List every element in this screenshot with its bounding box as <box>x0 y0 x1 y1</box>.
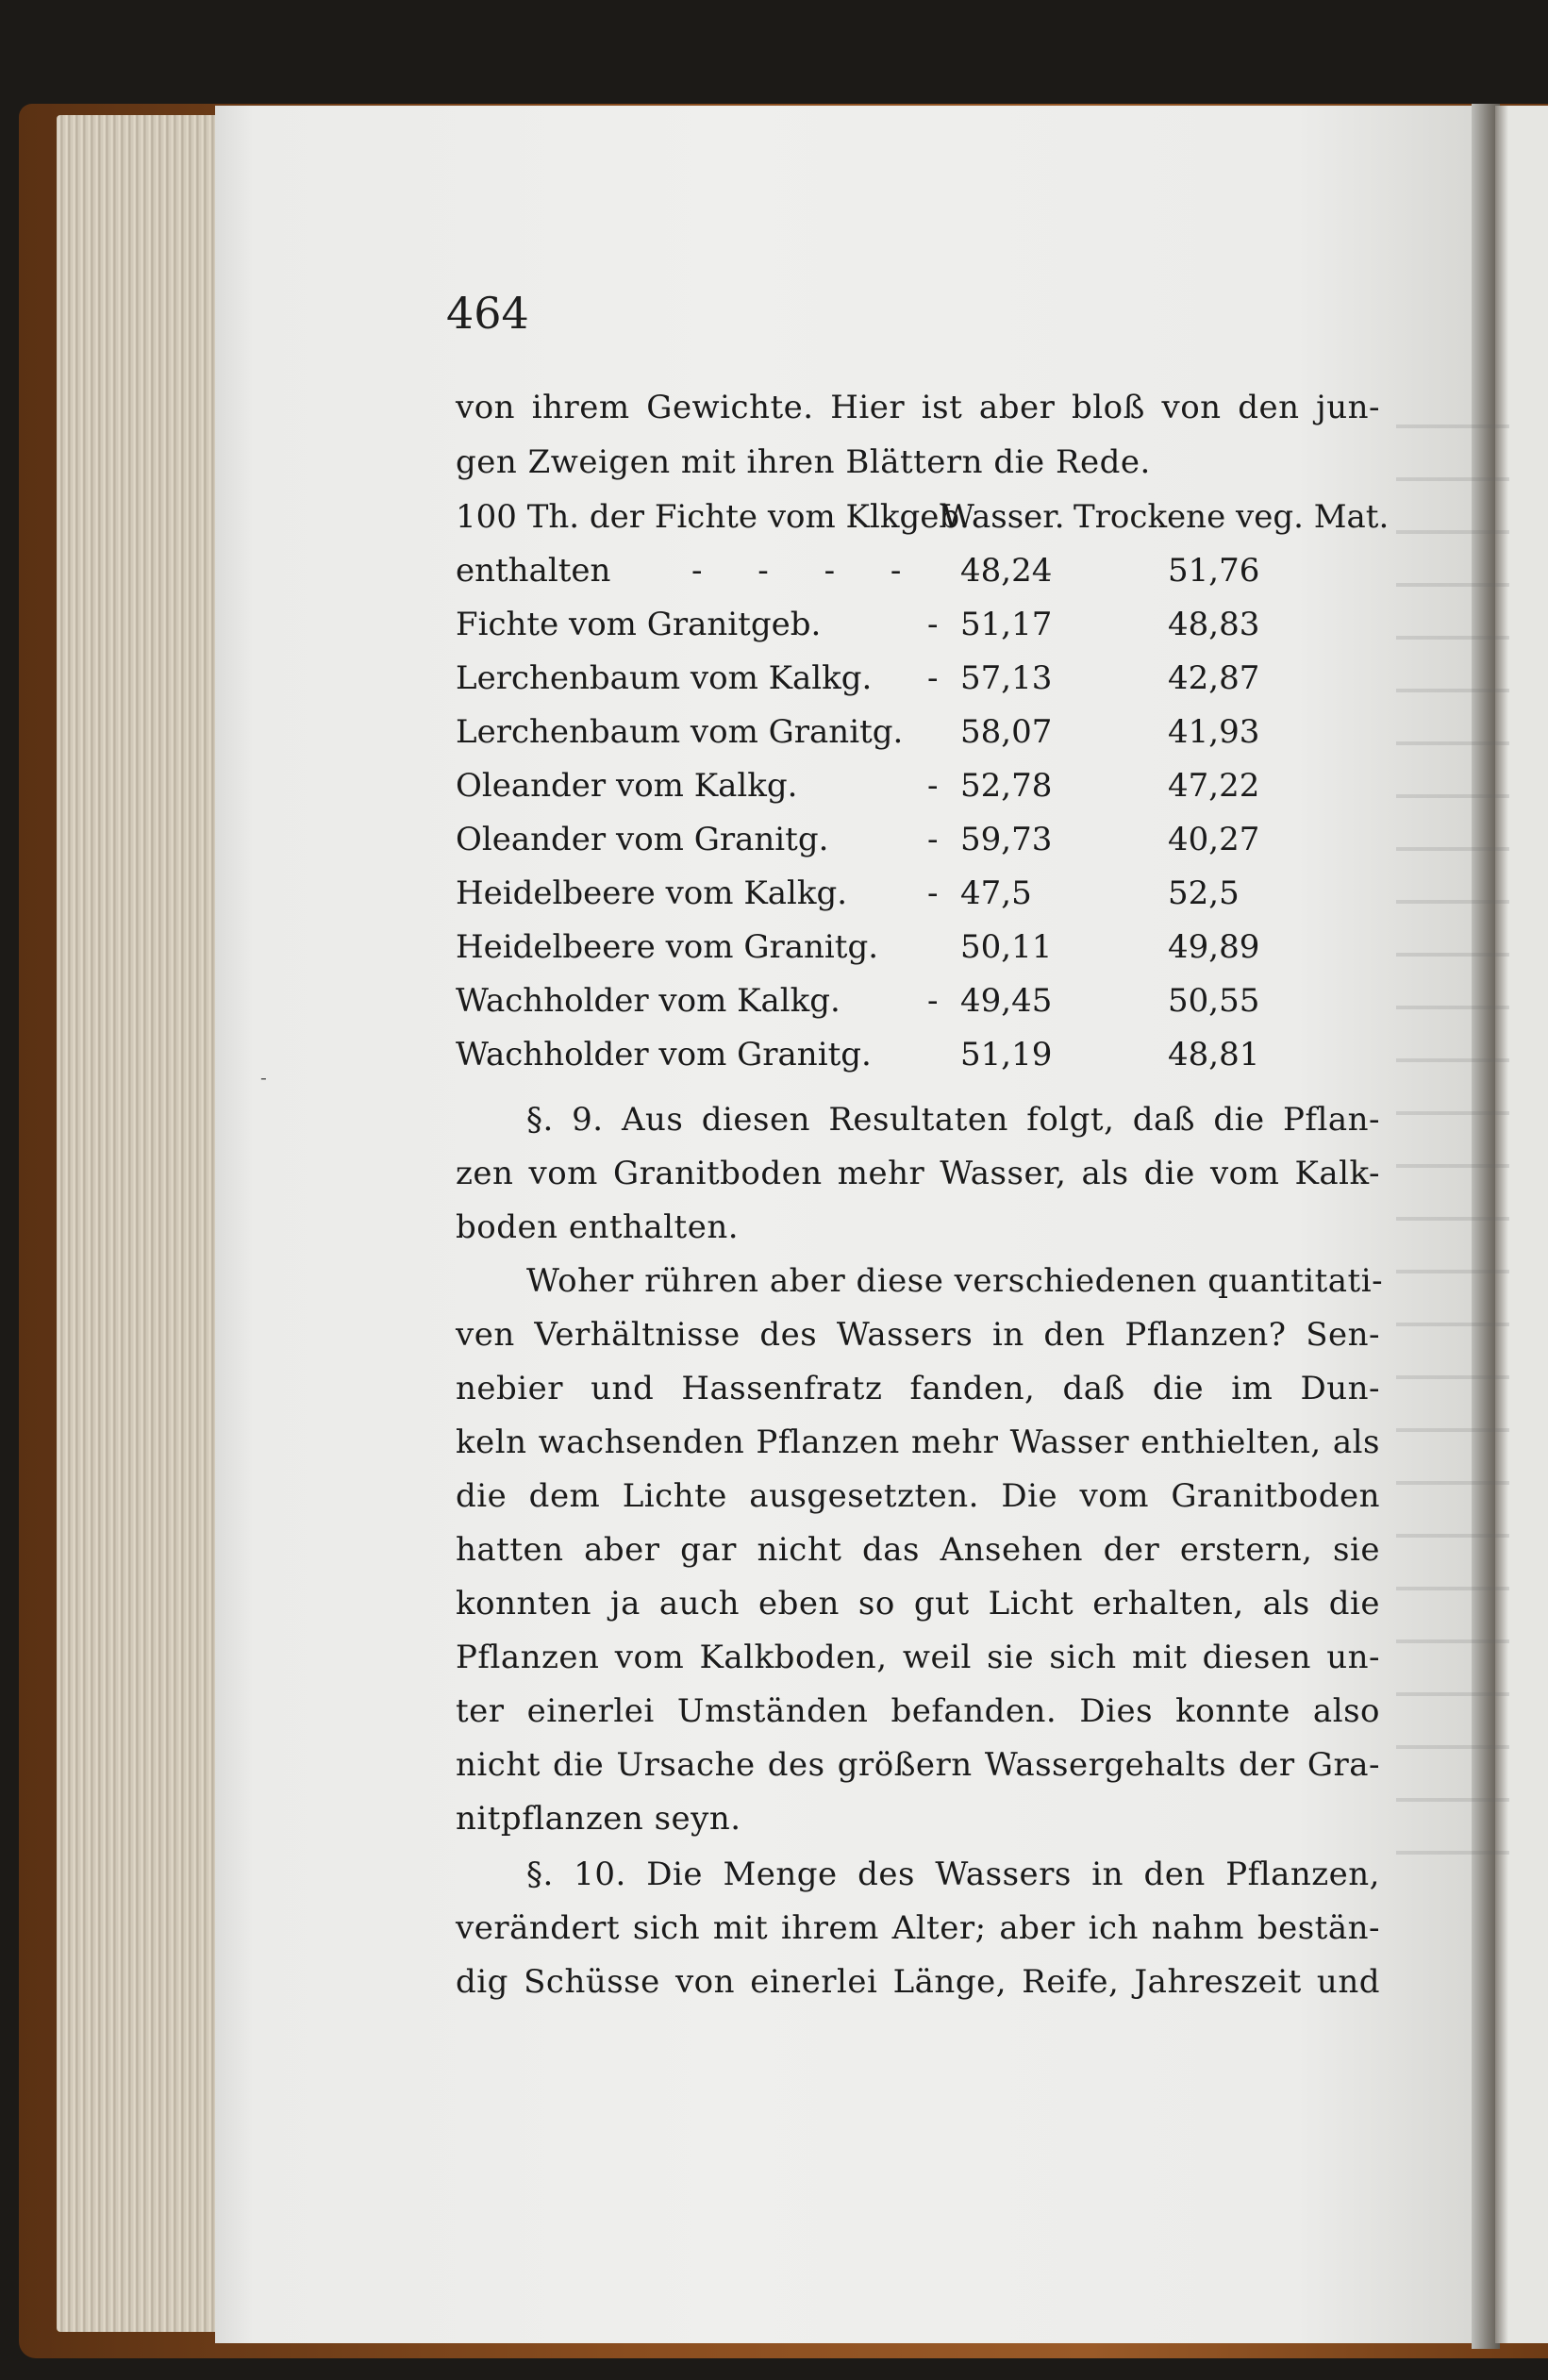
paragraph-10-line: §. 10. Die Menge des Wassers in den Pflanzen, <box>526 1856 1380 1893</box>
row-dry: 50,55 <box>1168 982 1260 1020</box>
table-header <box>456 498 1390 541</box>
margin-mark: - <box>260 1066 267 1089</box>
row-label: Fichte vom Granitgeb. <box>456 606 822 643</box>
table-row <box>456 606 1390 649</box>
row-dots: - <box>927 982 939 1020</box>
paragraph-line: Woher rühren aber diese verschiedenen quantitati- <box>526 1262 1384 1300</box>
paragraph-9-line: zen vom Granitboden mehr Wasser, als die vom Kalk- <box>456 1155 1380 1192</box>
table-header-water: Wasser. <box>941 498 1065 536</box>
row-water: 52,78 <box>960 767 1053 805</box>
row-dry: 49,89 <box>1168 928 1260 966</box>
row-dry: 48,83 <box>1168 606 1260 643</box>
row-dry: 40,27 <box>1168 821 1260 858</box>
row-water: 51,19 <box>960 1036 1053 1073</box>
row-dry: 47,22 <box>1168 767 1260 805</box>
row-label: Wachholder vom Granitg. <box>456 1036 872 1073</box>
table-row <box>456 1036 1390 1079</box>
row-water: 59,73 <box>960 821 1053 858</box>
paragraph-line: konnten ja auch eben so gut Licht erhalten, als die <box>456 1585 1380 1623</box>
row-dots: - <box>927 821 939 858</box>
row-water: 58,07 <box>960 713 1053 751</box>
row-label: Heidelbeere vom Kalkg. <box>456 874 848 912</box>
paragraph-line: nicht die Ursache des größern Wassergehalts der Gra- <box>456 1746 1380 1784</box>
row-label: Heidelbeere vom Granitg. <box>456 928 879 966</box>
paragraph-line: Pflanzen vom Kalkboden, weil sie sich mit diesen un- <box>456 1639 1380 1676</box>
paragraph-line: hatten aber gar nicht das Ansehen der erstern, sie <box>456 1531 1380 1569</box>
row-dots: - <box>927 874 939 912</box>
table-row <box>456 874 1390 918</box>
table-header-dry: Trockene veg. Mat. <box>1074 498 1390 536</box>
paragraph-line: ven Verhältnisse des Wassers in den Pflanzen? Sen- <box>456 1316 1380 1354</box>
row-water: 48,24 <box>960 552 1053 590</box>
paragraph-9-line: §. 9. Aus diesen Resultaten folgt, daß die Pflan- <box>526 1101 1380 1139</box>
table-row <box>456 982 1390 1025</box>
row-dry: 51,76 <box>1168 552 1260 590</box>
table-header-label: 100 Th. der Fichte vom Klkgeb. <box>456 498 970 536</box>
row-dry: 42,87 <box>1168 659 1260 697</box>
row-dots: - - - - <box>691 552 924 590</box>
paragraph-9-line: boden enthalten. <box>456 1208 740 1246</box>
row-dots: - <box>927 767 939 805</box>
paragraph-line: die dem Lichte ausgesetzten. Die vom Granitboden <box>456 1477 1380 1515</box>
row-label: Oleander vom Kalkg. <box>456 767 798 805</box>
row-dry: 41,93 <box>1168 713 1260 751</box>
row-label: Wachholder vom Kalkg. <box>456 982 841 1020</box>
row-water: 47,5 <box>960 874 1032 912</box>
row-dots: - <box>927 606 939 643</box>
text-line: von ihrem Gewichte. Hier ist aber bloß von den jun- <box>456 389 1380 426</box>
table-row <box>456 767 1390 810</box>
row-water: 50,11 <box>960 928 1053 966</box>
page-number: 464 <box>446 288 529 339</box>
table-row <box>456 713 1390 757</box>
table-row <box>456 821 1390 864</box>
paragraph-10-line: dig Schüsse von einerlei Länge, Reife, Jahreszeit und <box>456 1963 1380 2001</box>
table-row <box>456 659 1390 703</box>
row-water: 51,17 <box>960 606 1053 643</box>
paragraph-10-line: verändert sich mit ihrem Alter; aber ich nahm bestän- <box>456 1909 1380 1947</box>
paragraph-line: ter einerlei Umständen befanden. Dies konnte also <box>456 1692 1380 1730</box>
row-dry: 52,5 <box>1168 874 1240 912</box>
table-row <box>456 928 1390 972</box>
row-label: enthalten <box>456 552 611 590</box>
row-dots: - <box>927 659 939 697</box>
page-edges <box>57 115 222 2332</box>
table-row <box>456 552 1390 595</box>
row-label: Lerchenbaum vom Granitg. <box>456 713 904 751</box>
paragraph-line: nebier und Hassenfratz fanden, daß die im Dun- <box>456 1370 1380 1407</box>
book-page <box>215 106 1487 2343</box>
row-label: Lerchenbaum vom Kalkg. <box>456 659 873 697</box>
paragraph-line: nitpflanzen seyn. <box>456 1800 741 1838</box>
row-label: Oleander vom Granitg. <box>456 821 829 858</box>
row-water: 57,13 <box>960 659 1053 697</box>
text-line: gen Zweigen mit ihren Blättern die Rede. <box>456 443 1151 481</box>
row-dry: 48,81 <box>1168 1036 1260 1073</box>
paragraph-line: keln wachsenden Pflanzen mehr Wasser enthielten, als <box>456 1423 1380 1461</box>
show-through-text <box>1396 387 1509 1896</box>
row-water: 49,45 <box>960 982 1053 1020</box>
